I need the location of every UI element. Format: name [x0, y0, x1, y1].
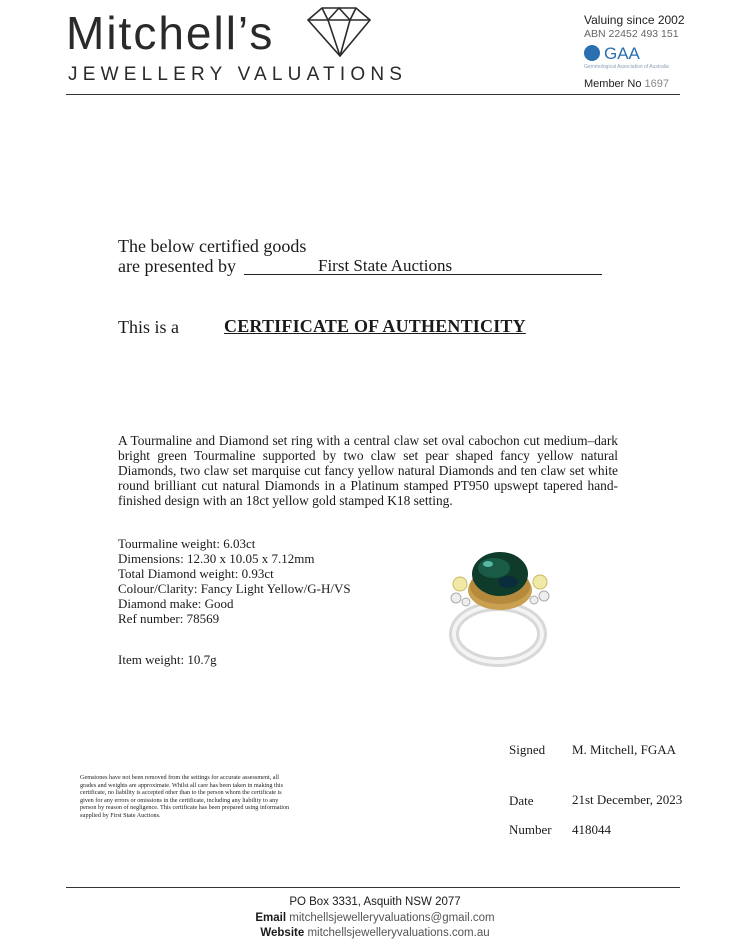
diamond-logo-icon	[300, 6, 376, 58]
intro-line-2: are presented by	[118, 256, 236, 276]
spec-list	[118, 536, 351, 626]
brand-name: Mitchell’s	[66, 7, 275, 59]
gaa-label: GAA	[604, 44, 640, 63]
footer-website	[0, 927, 750, 939]
date-label: Date	[509, 793, 534, 808]
disclaimer-text: Gemstones have not been removed from the settings for accurate assessment, all grades and weights are approximate. Whilst all care has been taken in making this certificate, no liability is accepted other than to the person whom the certificate is given for any errors or omissions in the certificate, including any liability to any person by reason of negligence. This certificate has been prepared using information supplied by First State Auctions.	[80, 774, 290, 819]
spec-colour-clarity: Colour/Clarity: Fancy Light Yellow/G-H/VS	[118, 581, 351, 596]
spec-diamond-make: Diamond make: Good	[118, 596, 234, 611]
signed-value: M. Mitchell, FGAA	[572, 742, 676, 757]
member-value: 1697	[644, 78, 670, 90]
gaa-logo-icon	[584, 45, 600, 61]
signed-label: Signed	[509, 742, 546, 757]
footer-divider	[66, 887, 680, 888]
ring-photo	[436, 540, 568, 668]
item-description: A Tourmaline and Diamond set ring with a central claw set oval cabochon cut medium–dark bright green Tourmaline supported by two claw set pear shaped fancy yellow natural Diamonds, two claw set marquise cut fancy yellow natural Diamonds and ten claw set white round brilliant cut natural Diamonds in a Platinum stamped PT950 upswept tapered hand-finished design with an 18ct yellow gold stamped K18 setting.	[118, 433, 618, 508]
header-divider	[66, 94, 680, 95]
this-is-a-label: This is a	[118, 317, 179, 337]
spec-ref-number: Ref number: 78569	[118, 611, 220, 626]
brand-subtitle: JEWELLERY VALUATIONS	[68, 64, 408, 85]
intro-line-1: The below certified goods	[118, 236, 307, 256]
valuing-since: Valuing since 2002	[584, 13, 685, 27]
gaa-fullname: Gemmological Association of Australia	[584, 64, 669, 70]
spec-dimensions: Dimensions: 12.30 x 10.05 x 7.12mm	[118, 551, 315, 566]
email-label: Email	[255, 912, 287, 924]
footer-address: PO Box 3331, Asquith NSW 2077	[289, 896, 461, 908]
website-link[interactable]: mitchellsjewelleryvaluations.com.au	[307, 927, 490, 939]
certificate-title: CERTIFICATE OF AUTHENTICITY	[224, 316, 526, 336]
footer-email	[0, 912, 750, 924]
spec-tourmaline-weight: Tourmaline weight: 6.03ct	[118, 536, 256, 551]
email-link[interactable]: mitchellsjewelleryvaluations@gmail.com	[289, 912, 495, 924]
item-weight: Item weight: 10.7g	[118, 652, 217, 667]
spec-diamond-weight: Total Diamond weight: 0.93ct	[118, 566, 274, 581]
date-value: 21st December, 2023	[572, 792, 683, 807]
abn-number: ABN 22452 493 151	[584, 28, 679, 40]
number-label: Number	[509, 822, 552, 837]
member-label: Member No	[584, 78, 642, 90]
website-label: Website	[260, 927, 305, 939]
member-number	[584, 78, 669, 90]
presenter-name: First State Auctions	[318, 256, 453, 275]
number-value: 418044	[572, 822, 611, 837]
